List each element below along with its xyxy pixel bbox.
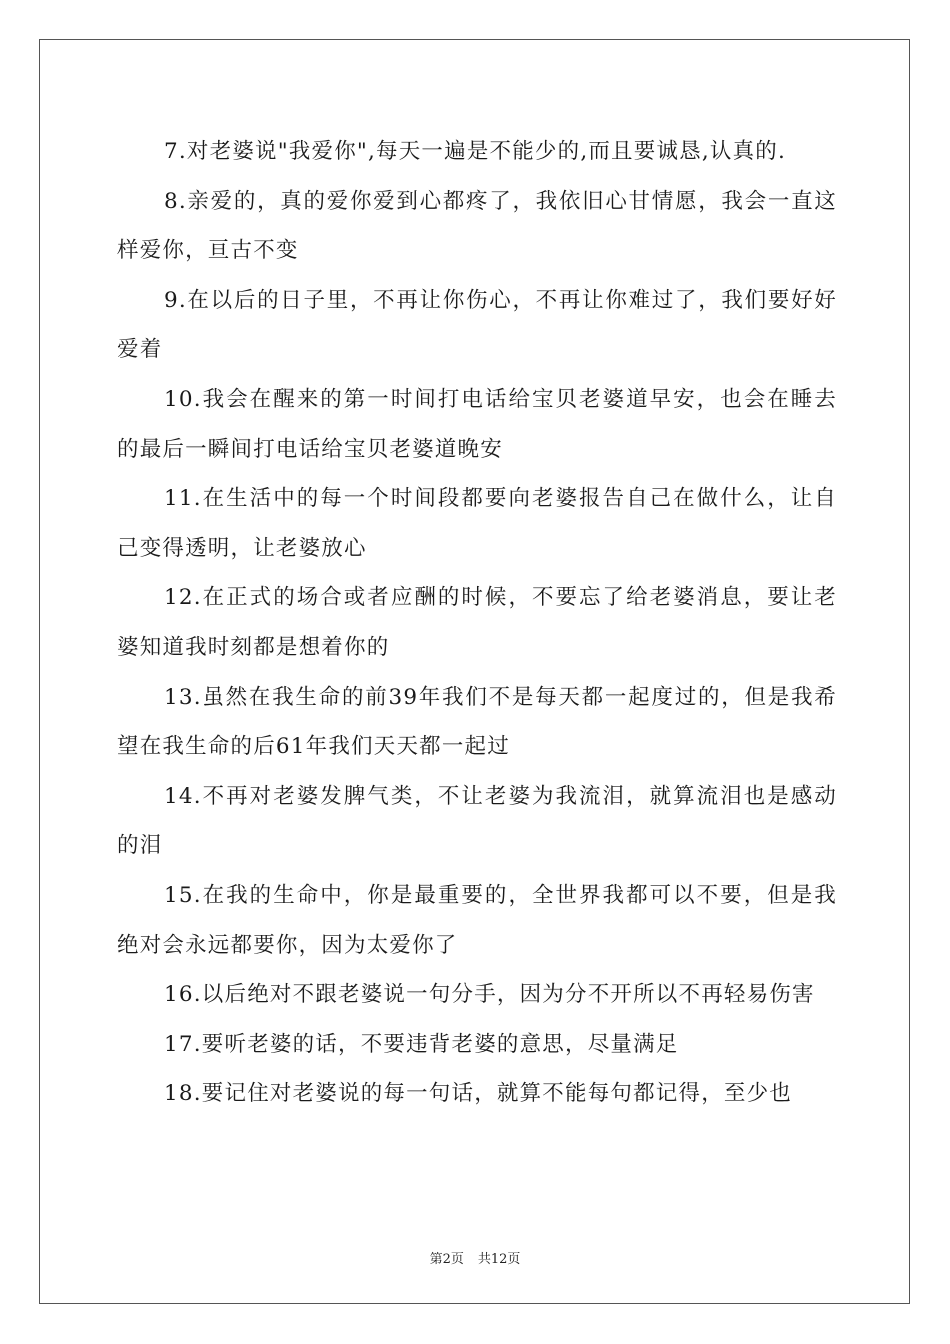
page-number-current: 第2页 — [429, 1252, 464, 1267]
paragraph-11: 11.在生活中的每一个时间段都要向老婆报告自己在做什么，让自己变得透明，让老婆放心 — [117, 486, 837, 561]
document-body — [117, 127, 837, 1119]
paragraph-7: 7.对老婆说"我爱你",每天一遍是不能少的,而且要诚恳,认真的. — [164, 139, 787, 164]
paragraph-13: 13.虽然在我生命的前39年我们不是每天都一起度过的，但是我希望在我生命的后61年我们天天都一起过 — [117, 684, 837, 760]
page-number-total: 共12页 — [477, 1252, 521, 1267]
page-footer — [0, 1248, 950, 1267]
paragraph-15: 15.在我的生命中，你是最重要的，全世界我都可以不要，但是我绝对会永远都要你，因为太爱你了 — [117, 882, 837, 958]
paragraph-16: 16.以后绝对不跟老婆说一句分手，因为分不开所以不再轻易伤害 — [164, 982, 815, 1008]
paragraph-17: 17.要听老婆的话，不要违背老婆的意思，尽量满足 — [164, 1031, 679, 1057]
paragraph-10: 10.我会在醒来的第一时间打电话给宝贝老婆道早安，也会在睡去的最后一瞬间打电话给宝贝老婆道晚安 — [117, 386, 837, 462]
paragraph-18: 18.要记住对老婆说的每一句话，就算不能每句都记得，至少也 — [164, 1081, 792, 1107]
paragraph-12: 12.在正式的场合或者应酬的时候，不要忘了给老婆消息，要让老婆知道我时刻都是想着你的 — [117, 585, 837, 660]
paragraph-9: 9.在以后的日子里，不再让你伤心，不再让你难过了，我们要好好爱着 — [117, 287, 837, 363]
paragraph-8: 8.亲爱的，真的爱你爱到心都疼了，我依旧心甘情愿，我会一直这样爱你，亘古不变 — [117, 188, 837, 264]
paragraph-14: 14.不再对老婆发脾气类，不让老婆为我流泪，就算流泪也是感动的泪 — [117, 783, 837, 859]
